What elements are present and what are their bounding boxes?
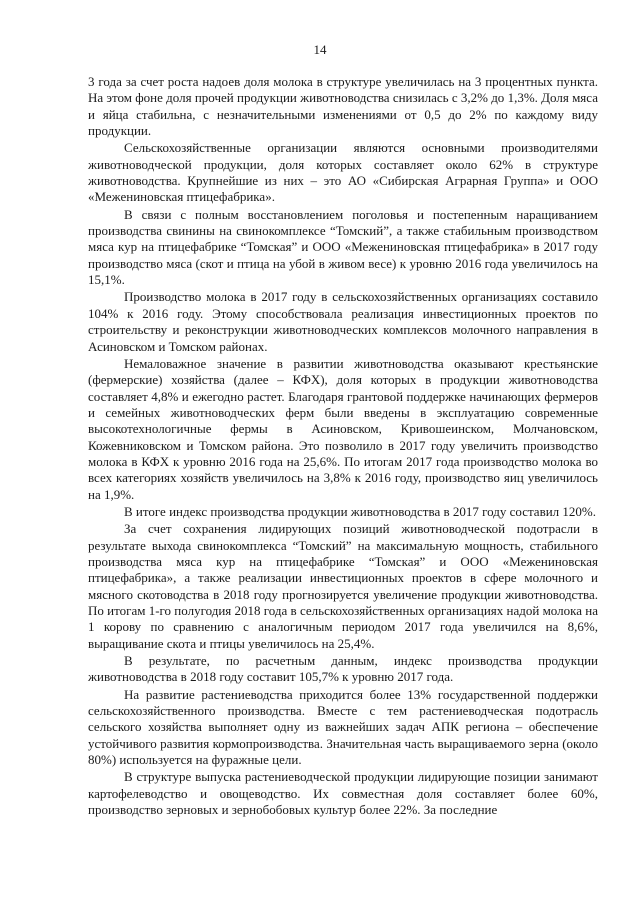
paragraph: Производство молока в 2017 году в сельскохозяйственных организациях составило 104% к 2016 году. Этому способствовала реализация инвестиционных проектов по строительству и реконструкции животноводческих комплексов молочного направления в Асиновском и Томском районах. <box>88 289 598 354</box>
paragraph: В итоге индекс производства продукции животноводства в 2017 году составил 120%. <box>124 503 596 519</box>
document-body <box>88 74 598 819</box>
paragraph: На развитие растениеводства приходится более 13% государственной поддержки сельскохозяйственного производства. Вместе с тем растениеводческая подотрасль сельского хозяйства выполняет одну из важнейших задач АПК региона – обеспечение устойчивого развития кормопроизводства. Значительная часть выращиваемого зерна (около 80%) используется на фуражные цели. <box>88 686 598 768</box>
paragraph: В структуре выпуска растениеводческой продукции лидирующие позиции занимают картофелеводство и овощеводство. Их совместная доля составляет более 60%, производство зерновых и зернобобовых культур более 22%. За последние <box>88 769 598 818</box>
paragraph: В связи с полным восстановлением поголовья и постепенным наращиванием производства свинины на свинокомплексе “Томский”, а также стабильным производством мяса кур на птицефабрике “Томская” и ООО «Межениновская птицефабрика» в 2017 году производство мяса (скот и птица на убой в живом весе) к уровню 2016 года увеличилось на 15,1%. <box>88 206 598 288</box>
page-number: 14 <box>313 42 327 57</box>
paragraph: В результате, по расчетным данным, индекс производства продукции животноводства в 2018 году составит 105,7% к уровню 2017 года. <box>88 653 598 685</box>
paragraph: За счет сохранения лидирующих позиций животноводческой подотрасли в результате выхода свинокомплекса “Томский” на максимальную мощность, стабильного производства мяса кур на птицефабрике “Томская” и ООО «Межениновская птицефабрика», а также реализации инвестиционных проектов в сфере молочного и мясного скотоводства в 2018 году прогнозируется увеличение продукции животноводства. По итогам 1-го полугодия 2018 года в сельскохозяйственных организациях надой молока на 1 корову по сравнению с аналогичным периодом 2017 года увеличился на 8,6%, выращивание скота и птицы увеличилось на 25,4%. <box>88 521 598 651</box>
paragraph: Сельскохозяйственные организации являются основными производителями животноводческой продукции, доля которых составляет около 62% в структуре животноводства. Крупнейшие из них – это АО «Сибирская Аграрная Группа» и ООО «Межениновская птицефабрика». <box>88 140 598 205</box>
paragraph: 3 года за счет роста надоев доля молока в структуре увеличилась на 3 процентных пункта. На этом фоне доля прочей продукции животноводства снизилась с 3,2% до 1,3%. Доля мяса и яйца стабильна, с незначительными изменениями от 0,5 до 2% по каждому виду продукции. <box>88 74 598 139</box>
paragraph: Немаловажное значение в развитии животноводства оказывают крестьянские (фермерские) хозяйства (далее – КФХ), доля которых в продукции животноводства составляет 4,8% и ежегодно растет. Благодаря грантовой поддержке начинающих фермеров и семейных животноводческих ферм были введены в эксплуатацию современные высокотехнологичные фермы в Асиновском, Кривошеинском, Молчановском, Кожевниковском и Томском района. Это позволило в 2017 году увеличить производство молока в КФХ к уровню 2016 года на 25,6%. По итогам 2017 года производство молока во всех категориях хозяйств увеличилось на 3,8% к 2016 году, производство яиц увеличилось на 1,9%. <box>88 355 598 502</box>
